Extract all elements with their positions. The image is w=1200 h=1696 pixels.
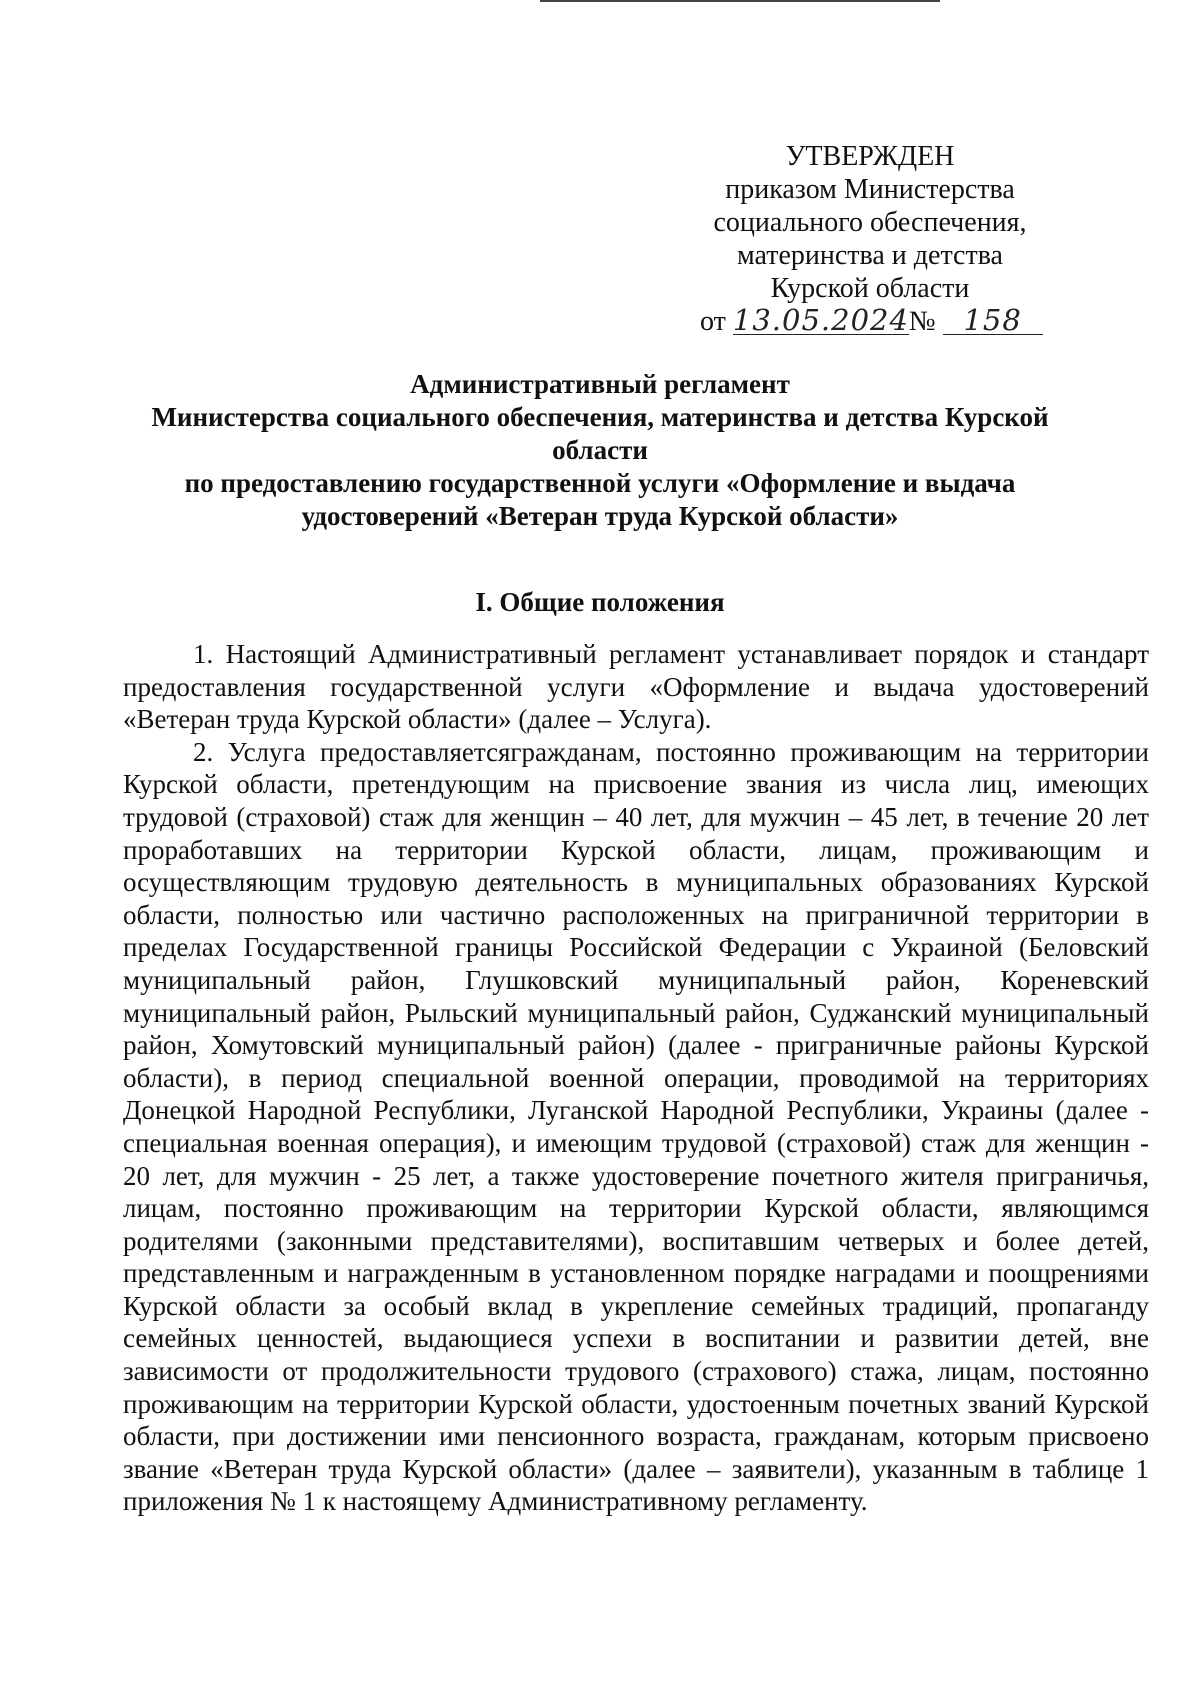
title-line: Министерства социального обеспечения, материнства и детства Курской xyxy=(151,402,1049,432)
approval-stamp-block xyxy=(700,140,1040,338)
date-prefix: от xyxy=(700,306,726,337)
number-sign: № xyxy=(908,306,936,337)
approval-line: Курской области xyxy=(770,273,970,304)
document-title xyxy=(120,368,1080,533)
approval-heading: УТВЕРЖДЕН xyxy=(785,141,955,172)
title-line: Административный регламент xyxy=(410,369,790,399)
approval-order-line xyxy=(700,305,1040,338)
approval-line: приказом Министерства xyxy=(725,174,1015,205)
paragraph-1: 1. Настоящий Административный регламент устанавливает порядок и стандарт предоставления государственной услуги «Оформление и выдача удостоверений «Ветеран труда Курской области» (далее – Услуга). xyxy=(123,639,1149,735)
top-edge-line xyxy=(540,0,940,2)
document-body xyxy=(123,638,1149,1518)
approval-line: социального обеспечения, xyxy=(713,207,1027,238)
paragraph-2: 2. Услуга предоставляетсягражданам, постоянно проживающим на территории Курской области, претендующим на присвоение звания из числа лиц, имеющих трудовой (страховой) стаж для женщин – 40 лет, для мужчин – 45 лет, в течение 20 лет проработавших на территории Курской области, лицам, проживающим и осуществляющим трудовую деятельность в муниципальных образованиях Курской области, полностью или частично расположенных на приграничной территории в пределах Государственной границы Российской Федерации с Украиной (Беловский муниципальный район, Глушковский муниципальный район, Кореневский муниципальный район, Рыльский муниципальный район, Суджанский муниципальный район, Хомутовский муниципальный район) (далее - приграничные районы Курской области), в период специальной военной операции, проводимой на территориях Донецкой Народной Республики, Луганской Народной Республики, Украины (далее - специальная военная операция), и имеющим трудовой (страховой) стаж для женщин - 20 лет, для мужчин - 25 лет, а также удостоверение почетного жителя приграничья, лицам, постоянно проживающим на территории Курской области, являющимся родителями (законными представителями), воспитавшим четверых и более детей, представленным и награжденным в установленном порядке наградами и поощрениями Курской области за особый вклад в укрепление семейных традиций, пропаганду семейных ценностей, выдающиеся успехи в воспитании и развитии детей, вне зависимости от продолжительности трудового (страхового) стажа, лицам, постоянно проживающим на территории Курской области, удостоенным почетных званий Курской области, при достижении ими пенсионного возраста, гражданам, которым присвоено звание «Ветеран труда Курской области» (далее – заявители), указанным в таблице 1 приложения № 1 к настоящему Административному регламенту. xyxy=(123,736,1149,1517)
title-line: по предоставлению государственной услуги «Оформление и выдача xyxy=(184,468,1016,498)
handwritten-date: 13.05.2024 xyxy=(732,303,909,337)
handwritten-order-number: 158 xyxy=(943,306,1043,335)
approval-line: материнства и детства xyxy=(737,240,1003,271)
section-heading: I. Общие положения xyxy=(475,587,725,617)
title-line: удостоверений «Ветеран труда Курской области» xyxy=(301,501,899,531)
title-line: области xyxy=(552,435,648,465)
